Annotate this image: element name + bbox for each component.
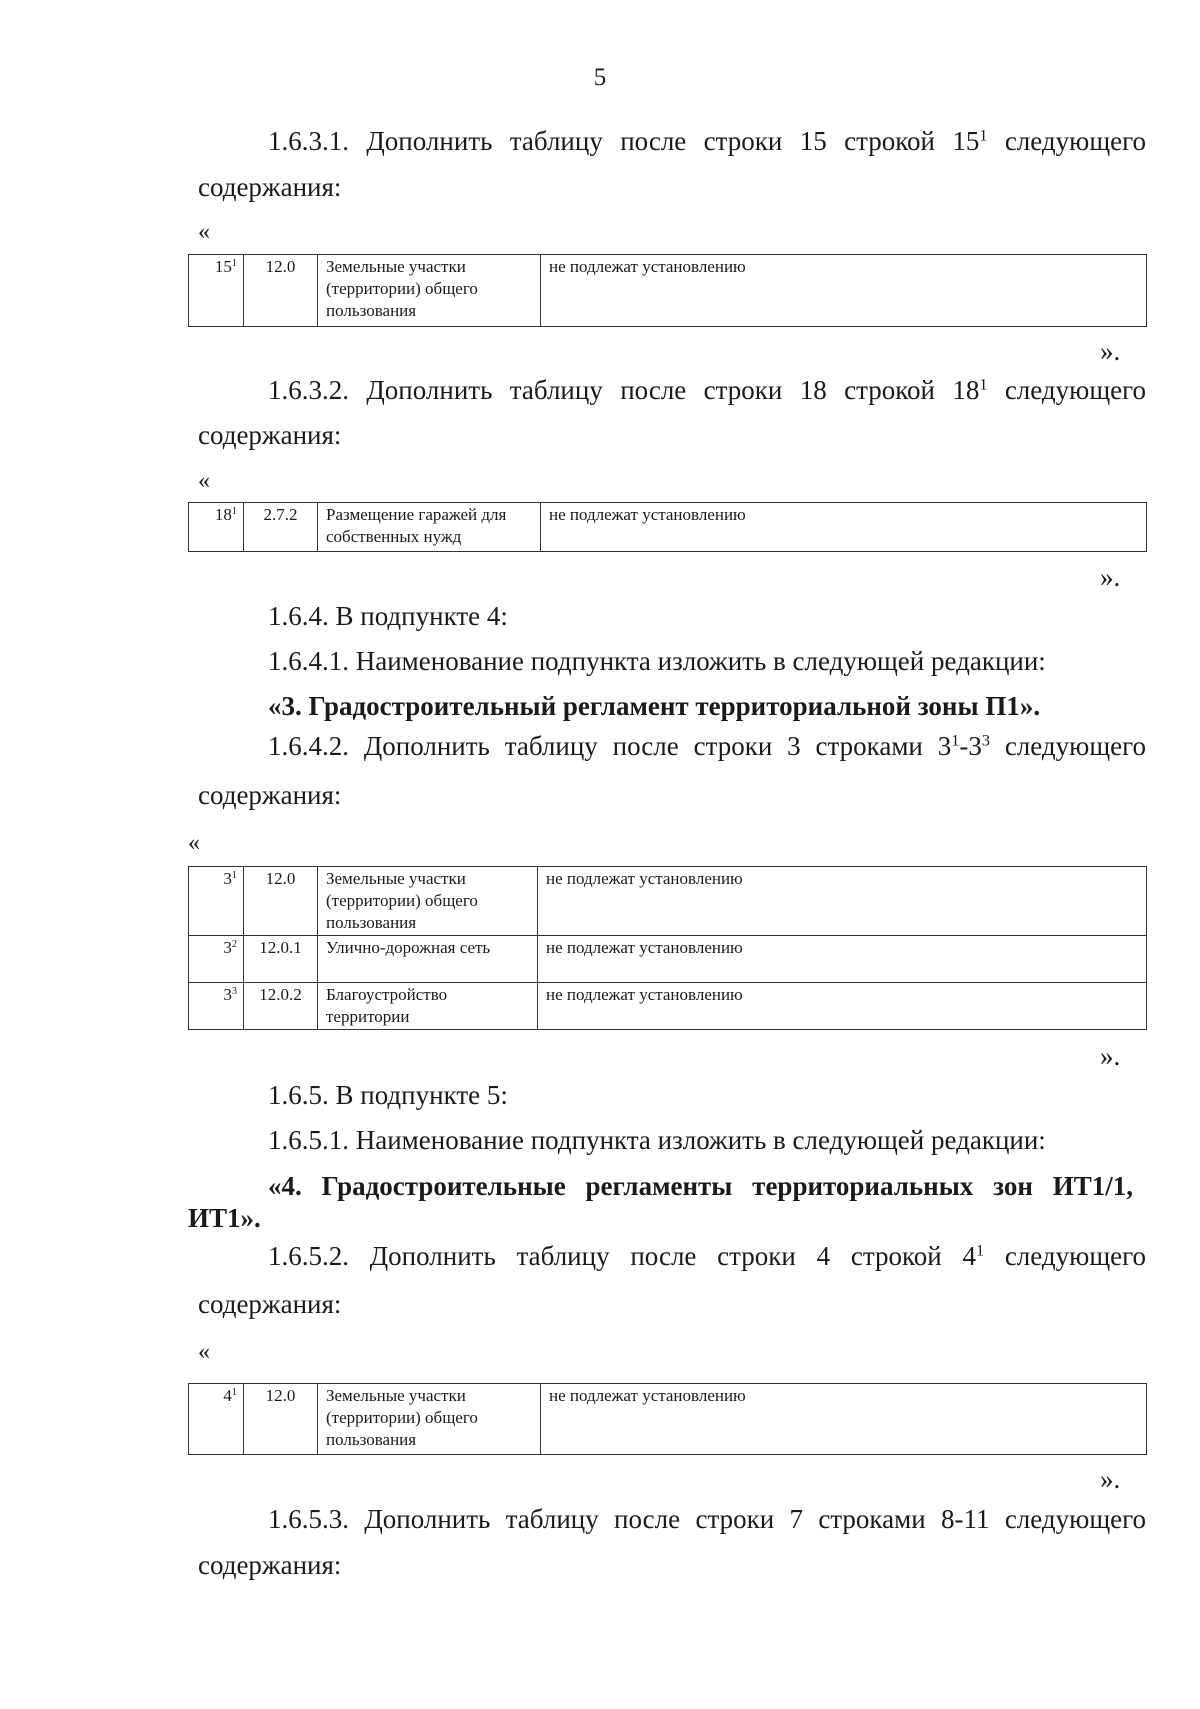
use-code-cell: 12.0	[244, 867, 318, 936]
open-quote: «	[198, 1339, 210, 1365]
open-quote: «	[188, 830, 200, 856]
paragraph-1-6-5: 1.6.5. В подпункте 5:	[268, 1080, 508, 1110]
paragraph-1-6-5-3: 1.6.5.3. Дополнить таблицу после строки 7 строками 8-11 следующего	[268, 1504, 1146, 1534]
table-row	[189, 983, 1147, 1030]
parameters-cell: не подлежат установлению	[538, 983, 1147, 1030]
heading-zones-it1-continuation: ИТ1».	[188, 1203, 261, 1233]
use-code-cell: 12.0.1	[244, 936, 318, 983]
heading-zones-it1: «4. Градостроительные регламенты территориальных зон ИТ1/1,	[268, 1171, 1133, 1201]
row-number-cell	[189, 936, 244, 983]
superscript: 1	[951, 731, 960, 750]
table-4	[188, 1383, 1147, 1455]
row-number: 3	[223, 985, 232, 1004]
paragraph-text: следующего	[987, 126, 1146, 156]
superscript: 1	[975, 1241, 985, 1260]
paragraph-1-6-5-2	[268, 1239, 1146, 1273]
table-row	[189, 1384, 1147, 1455]
parameters-cell: не подлежат установлению	[538, 936, 1147, 983]
row-number: 3	[223, 938, 232, 957]
paragraph-continuation: содержания:	[198, 172, 342, 202]
parameters-cell: не подлежат установлению	[541, 255, 1147, 327]
heading-zone-p1: «3. Градостроительный регламент территориальной зоны П1».	[268, 691, 1041, 721]
paragraph-text: следующего	[984, 1241, 1146, 1271]
close-quote: ».	[1100, 1041, 1121, 1071]
use-name-cell: Размещение гаражей для собственных нужд	[318, 503, 541, 552]
row-number-cell	[189, 983, 244, 1030]
paragraph-continuation: содержания:	[198, 1550, 342, 1580]
paragraph-1-6-5-1: 1.6.5.1. Наименование подпункта изложить в следующей редакции:	[268, 1125, 1046, 1155]
table-3	[188, 866, 1147, 1030]
paragraph-continuation: содержания:	[198, 1289, 342, 1319]
paragraph-1-6-4-1: 1.6.4.1. Наименование подпункта изложить в следующей редакции:	[268, 646, 1046, 676]
open-quote: «	[198, 219, 210, 245]
paragraph-continuation: содержания:	[198, 780, 342, 810]
paragraph-1-6-3-2	[268, 373, 1146, 407]
close-quote: ».	[1100, 336, 1121, 366]
table-row	[189, 503, 1147, 552]
paragraph-text: 1.6.3.2. Дополнить таблицу после строки 18 строкой 18	[268, 375, 980, 405]
table-row	[189, 255, 1147, 327]
paragraph-text: -3	[959, 731, 982, 761]
use-code-cell: 12.0.2	[244, 983, 318, 1030]
use-name-cell: Земельные участки (территории) общего пользования	[318, 255, 541, 327]
table-2	[188, 502, 1147, 552]
row-number-superscript: 2	[231, 938, 237, 950]
paragraph-1-6-4: 1.6.4. В подпункте 4:	[268, 601, 508, 631]
paragraph-1-6-4-2	[268, 729, 1146, 763]
paragraph-text: 1.6.3.1. Дополнить таблицу после строки 15 строкой 15	[268, 126, 980, 156]
superscript: 3	[981, 731, 990, 750]
row-number-superscript: 1	[231, 257, 237, 269]
paragraph-text: следующего	[987, 375, 1146, 405]
open-quote: «	[198, 468, 210, 494]
table-row	[189, 867, 1147, 936]
paragraph-1-6-3-1	[268, 124, 1146, 158]
parameters-cell: не подлежат установлению	[541, 503, 1147, 552]
superscript: 1	[979, 126, 988, 145]
row-number-superscript: 1	[231, 869, 237, 881]
page-number: 5	[593, 64, 607, 91]
row-number-superscript: 1	[231, 1386, 237, 1398]
row-number-cell	[189, 503, 244, 552]
use-code-cell: 2.7.2	[244, 503, 318, 552]
superscript: 1	[979, 375, 988, 394]
row-number-superscript: 1	[231, 505, 237, 517]
paragraph-text: 1.6.4.2. Дополнить таблицу после строки 3 строками 3	[268, 731, 952, 761]
use-name-cell: Улично-дорожная сеть	[318, 936, 538, 983]
use-code-cell: 12.0	[244, 1384, 318, 1455]
use-name-cell: Земельные участки (территории) общего пользования	[318, 867, 538, 936]
row-number: 4	[223, 1386, 232, 1405]
row-number-cell	[189, 1384, 244, 1455]
parameters-cell: не подлежат установлению	[541, 1384, 1147, 1455]
paragraph-text: следующего	[989, 731, 1146, 761]
use-name-cell: Благоустройство территории	[318, 983, 538, 1030]
row-number-cell	[189, 867, 244, 936]
row-number-cell	[189, 255, 244, 327]
paragraph-continuation: содержания:	[198, 420, 342, 450]
table-row	[189, 936, 1147, 983]
close-quote: ».	[1100, 1464, 1121, 1494]
table-1	[188, 254, 1147, 327]
row-number: 3	[223, 869, 232, 888]
use-code-cell: 12.0	[244, 255, 318, 327]
parameters-cell: не подлежат установлению	[538, 867, 1147, 936]
close-quote: ».	[1100, 562, 1121, 592]
row-number: 18	[214, 505, 232, 524]
row-number-superscript: 3	[231, 985, 237, 997]
paragraph-text: 1.6.5.2. Дополнить таблицу после строки 4 строкой 4	[268, 1241, 976, 1271]
use-name-cell: Земельные участки (территории) общего пользования	[318, 1384, 541, 1455]
row-number: 15	[214, 257, 232, 276]
